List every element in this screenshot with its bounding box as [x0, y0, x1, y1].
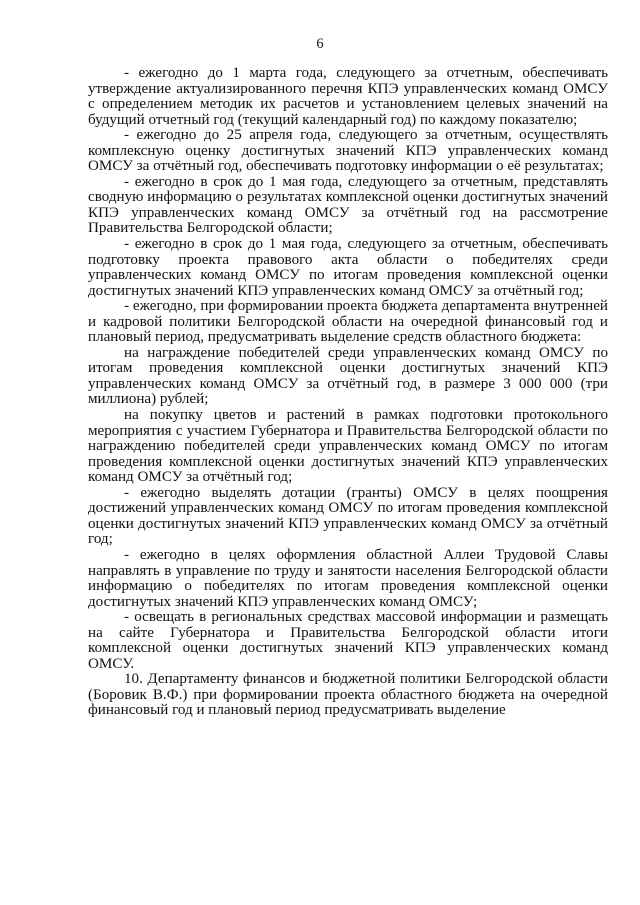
paragraph-comprehensive-assessment: - ежегодно до 25 апреля года, следующего за отчетным, осуществлять комплексную оценку достигнутых значений КПЭ управленческих команд ОМСУ за отчётный год, обеспечивать подготовку информации о её результатах;: [88, 127, 608, 175]
paragraph-approve-kpi-list: - ежегодно до 1 марта года, следующего за отчетным, обеспечивать утверждение актуализированного перечня КПЭ управленческих команд ОМСУ с определением методик их расчетов и установлением целевых значений на будущий отчетный год (текущий календарный год) по каждому показателю;: [88, 65, 608, 128]
paragraph-legal-act-preparation: - ежегодно в срок до 1 мая года, следующего за отчетным, обеспечивать подготовку проекта правового акта области о победителях среди управленческих команд ОМСУ по итогам проведения комплексной оценки достигнутых значений КПЭ управленческих команд ОМСУ за отчётный год;: [88, 236, 608, 299]
paragraph-finance-department: 10. Департаменту финансов и бюджетной политики Белгородской области (Боровик В.Ф.) при формировании проекта областного бюджета на очередной финансовый год и плановый период предусматривать выделение: [88, 671, 608, 719]
paragraph-alley-of-labor-glory: - ежегодно в целях оформления областной Аллеи Трудовой Славы направлять в управление по труду и занятости населения Белгородской области информацию о победителях по итогам проведения комплексной оценки достигнутых значений КПЭ управленческих команд ОМСУ;: [88, 546, 608, 610]
page-number: 6: [316, 36, 324, 52]
paragraph-summary-information: - ежегодно в срок до 1 мая года, следующего за отчетным, представлять сводную информацию о результатах комплексной оценки достигнутых значений КПЭ управленческих команд ОМСУ за отчётный год на рассмотрение Правительства Белгородской области;: [88, 173, 608, 237]
document-body: [88, 66, 608, 719]
paragraph-grants: - ежегодно выделять дотации (гранты) ОМСУ в целях поощрения достижений управленческих команд ОМСУ по итогам проведения комплексной оценки достигнутых значений КПЭ управленческих команд ОМСУ за отчётный год;: [88, 484, 608, 548]
paragraph-media-coverage: - освещать в региональных средствах массовой информации и размещать на сайте Губернатора и Правительства Белгородской области итоги комплексной оценки достигнутых значений КПЭ управленческих команд ОМСУ.: [88, 609, 608, 672]
paragraph-award-funding: на награждение победителей среди управленческих команд ОМСУ по итогам проведения комплексной оценки достигнутых значений КПЭ управленческих команд ОМСУ за отчётный год, в размере 3 000 000 (три миллиона) рублей;: [88, 344, 608, 408]
paragraph-flowers-purchase: на покупку цветов и растений в рамках подготовки протокольного мероприятия с участием Губернатора и Правительства Белгородской области по награждению победителей среди управленческих команд ОМСУ по итогам проведения комплексной оценки достигнутых значений КПЭ управленческих команд ОМСУ за отчётный год;: [88, 407, 608, 486]
paragraph-budget-allocation: - ежегодно, при формировании проекта бюджета департамента внутренней и кадровой политики Белгородской области на очередной финансовый год и плановый период, предусматривать выделение средств областного бюджета:: [88, 298, 608, 346]
